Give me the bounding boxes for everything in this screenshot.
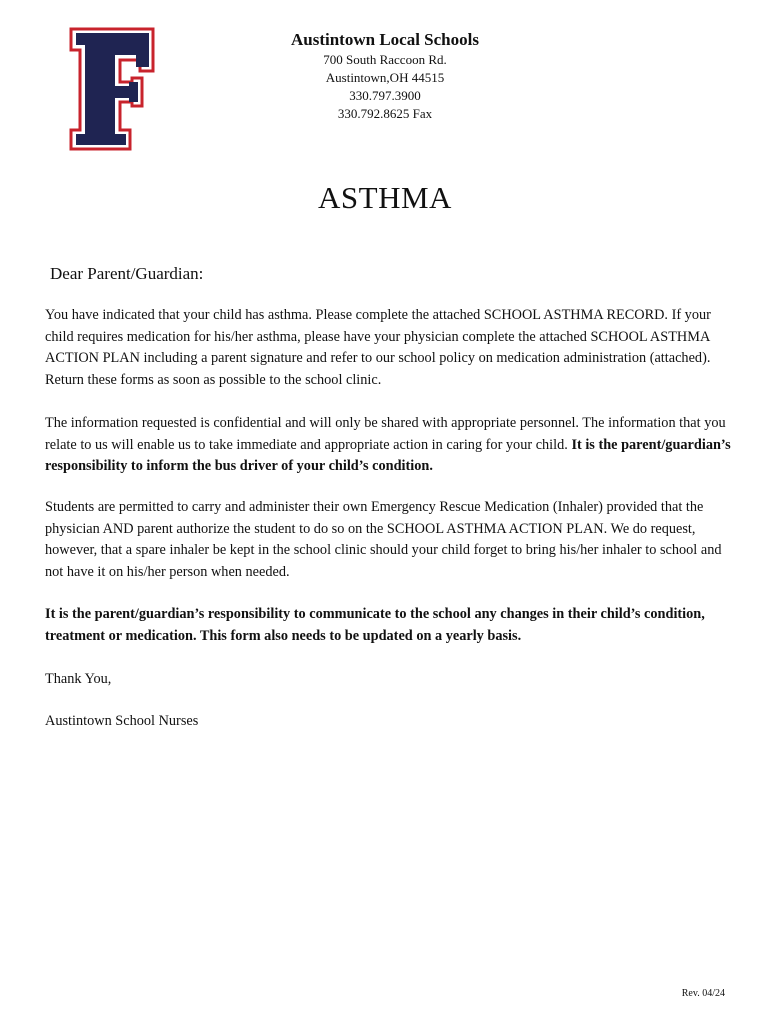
fax-number: 330.792.8625 Fax — [337, 106, 433, 121]
school-name: Austintown Local Schools — [291, 30, 479, 49]
salutation: Dear Parent/Guardian: — [50, 264, 204, 283]
letterhead — [0, 29, 770, 123]
bus-driver-notice: It is the parent/guardian’s responsibility to inform the bus driver of your child’s condition. — [45, 436, 731, 475]
address-street: 700 South Raccoon Rd. — [323, 52, 447, 67]
paragraph-changes-notice: It is the parent/guardian’s responsibility to communicate to the school any changes in their child’s condition, treatment or medication. This form also needs to be updated on a yearly basis. — [45, 606, 705, 644]
page-title: ASTHMA — [318, 180, 452, 215]
closing: Thank You, — [45, 671, 112, 687]
phone-number: 330.797.3900 — [349, 88, 421, 103]
paragraph-inhaler-policy: Students are permitted to carry and administer their own Emergency Rescue Medication (Inhaler) provided that the physician AND parent authorize the student to do so on the SCHOOL ASTHMA ACTION PLAN. We do request, however, that a spare inhaler be kept in the school clinic should your child forget to bring his/her inhaler to school and not have it on his/her person when needed. — [45, 499, 722, 580]
signature: Austintown School Nurses — [45, 713, 199, 729]
revision-date: Rev. 04/24 — [681, 988, 725, 999]
paragraph-forms: You have indicated that your child has asthma. Please complete the attached SCHOOL ASTHMA RECORD. If your child requires medication for his/her asthma, please have your physician complete the attached SCHOOL ASTHMA ACTION PLAN including a parent signature and refer to our school policy on medication administration (attached). Return these forms as soon as possible to the school clinic. — [45, 307, 711, 388]
paragraph-confidentiality — [45, 413, 735, 478]
address-city: Austintown,OH 44515 — [325, 70, 445, 85]
paragraph-confidentiality-text: The information requested is confidential and will only be shared with appropriate personnel. The information that you relate to us will enable us to take immediate and appropriate action in caring for your child. — [45, 415, 726, 453]
